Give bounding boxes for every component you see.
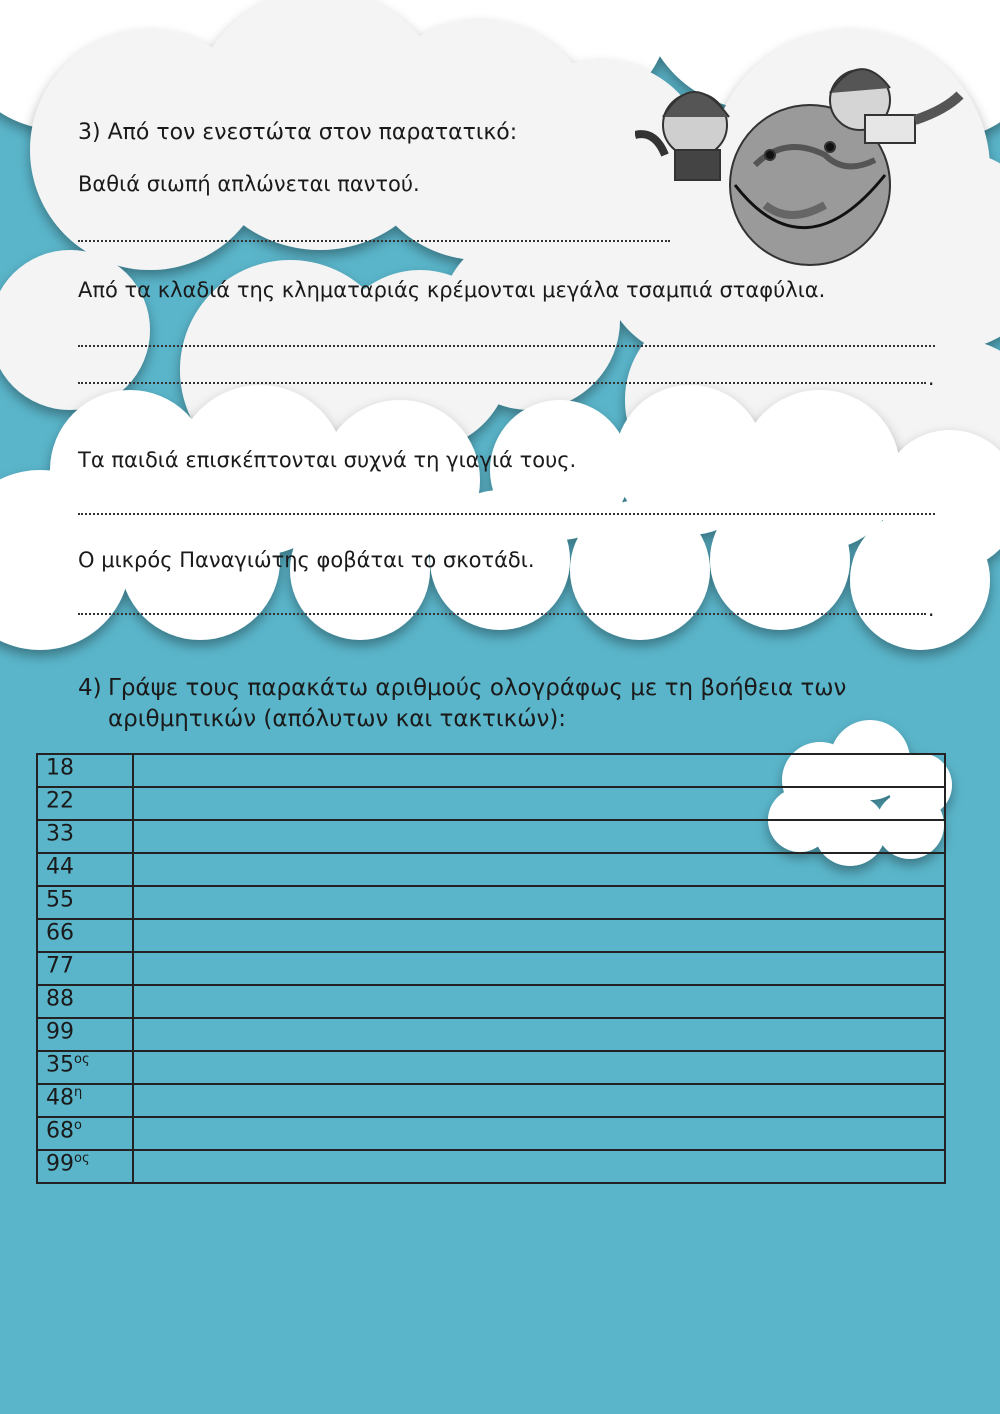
number-value: 77 xyxy=(46,953,74,979)
table-row xyxy=(37,787,945,820)
number-cell xyxy=(37,919,133,952)
table-row xyxy=(37,1117,945,1150)
answer-cell[interactable] xyxy=(133,820,945,853)
number-value: 99 xyxy=(46,1151,74,1177)
sentence-1: Βαθιά σιωπή απλώνεται παντού. xyxy=(78,172,420,196)
table-row xyxy=(37,919,945,952)
number-value: 22 xyxy=(46,788,74,814)
table-row xyxy=(37,754,945,787)
number-value: 33 xyxy=(46,821,74,847)
number-cell xyxy=(37,985,133,1018)
number-value: 66 xyxy=(46,920,74,946)
number-value: 44 xyxy=(46,854,74,880)
kids-globe-illustration xyxy=(635,55,970,270)
ordinal-suffix: η xyxy=(74,1085,83,1100)
end-period: . xyxy=(928,597,935,621)
end-period: . xyxy=(928,366,935,390)
answer-cell[interactable] xyxy=(133,886,945,919)
answer-line[interactable] xyxy=(78,240,670,242)
exercise3-title: 3) Από τον ενεστώτα στον παρατατικό: xyxy=(78,120,518,145)
table-row xyxy=(37,1084,945,1117)
number-cell xyxy=(37,1084,133,1117)
answer-cell[interactable] xyxy=(133,1084,945,1117)
number-cell xyxy=(37,853,133,886)
number-value: 68 xyxy=(46,1118,74,1144)
exercise4-number: 4) xyxy=(78,675,102,701)
ordinal-suffix: ος xyxy=(74,1151,90,1166)
number-value: 48 xyxy=(46,1085,74,1111)
sentence-3: Τα παιδιά επισκέπτονται συχνά τη γιαγιά τους. xyxy=(78,448,577,472)
table-row xyxy=(37,1051,945,1084)
answer-cell[interactable] xyxy=(133,1150,945,1183)
number-cell xyxy=(37,754,133,787)
answer-line[interactable] xyxy=(78,613,926,615)
number-cell xyxy=(37,787,133,820)
answer-line[interactable] xyxy=(78,382,926,384)
answer-cell[interactable] xyxy=(133,853,945,886)
number-value: 88 xyxy=(46,986,74,1012)
table-row xyxy=(37,952,945,985)
number-cell xyxy=(37,1117,133,1150)
table-row xyxy=(37,1018,945,1051)
number-value: 35 xyxy=(46,1052,74,1078)
sentence-4: Ο μικρός Παναγιώτης φοβάται το σκοτάδι. xyxy=(78,548,535,572)
number-cell xyxy=(37,1018,133,1051)
answer-cell[interactable] xyxy=(133,919,945,952)
answer-cell[interactable] xyxy=(133,754,945,787)
number-cell xyxy=(37,886,133,919)
answer-cell[interactable] xyxy=(133,952,945,985)
number-value: 55 xyxy=(46,887,74,913)
exercise4-title xyxy=(78,673,846,735)
answer-cell[interactable] xyxy=(133,1051,945,1084)
number-cell xyxy=(37,952,133,985)
answer-cell[interactable] xyxy=(133,1117,945,1150)
ordinal-suffix: ο xyxy=(74,1118,82,1133)
table-row xyxy=(37,820,945,853)
ordinal-suffix: ος xyxy=(74,1052,90,1067)
answer-cell[interactable] xyxy=(133,787,945,820)
table-row xyxy=(37,853,945,886)
exercise4-title-line2: αριθμητικών (απόλυτων και τακτικών): xyxy=(108,706,567,732)
number-cell xyxy=(37,820,133,853)
answer-line[interactable] xyxy=(78,513,935,515)
number-value: 99 xyxy=(46,1019,74,1045)
answer-line[interactable] xyxy=(78,345,935,347)
exercise4-title-line1: Γράψε τους παρακάτω αριθμούς ολογράφως με τη βοήθεια των xyxy=(108,675,847,701)
sentence-2: Από τα κλαδιά της κληματαριάς κρέμονται μεγάλα τσαμπιά σταφύλια. xyxy=(78,278,826,302)
numbers-table xyxy=(36,753,946,1184)
table-row xyxy=(37,1150,945,1183)
table-row xyxy=(37,886,945,919)
answer-cell[interactable] xyxy=(133,1018,945,1051)
answer-cell[interactable] xyxy=(133,985,945,1018)
table-row xyxy=(37,985,945,1018)
number-cell xyxy=(37,1051,133,1084)
number-cell xyxy=(37,1150,133,1183)
number-value: 18 xyxy=(46,755,74,781)
